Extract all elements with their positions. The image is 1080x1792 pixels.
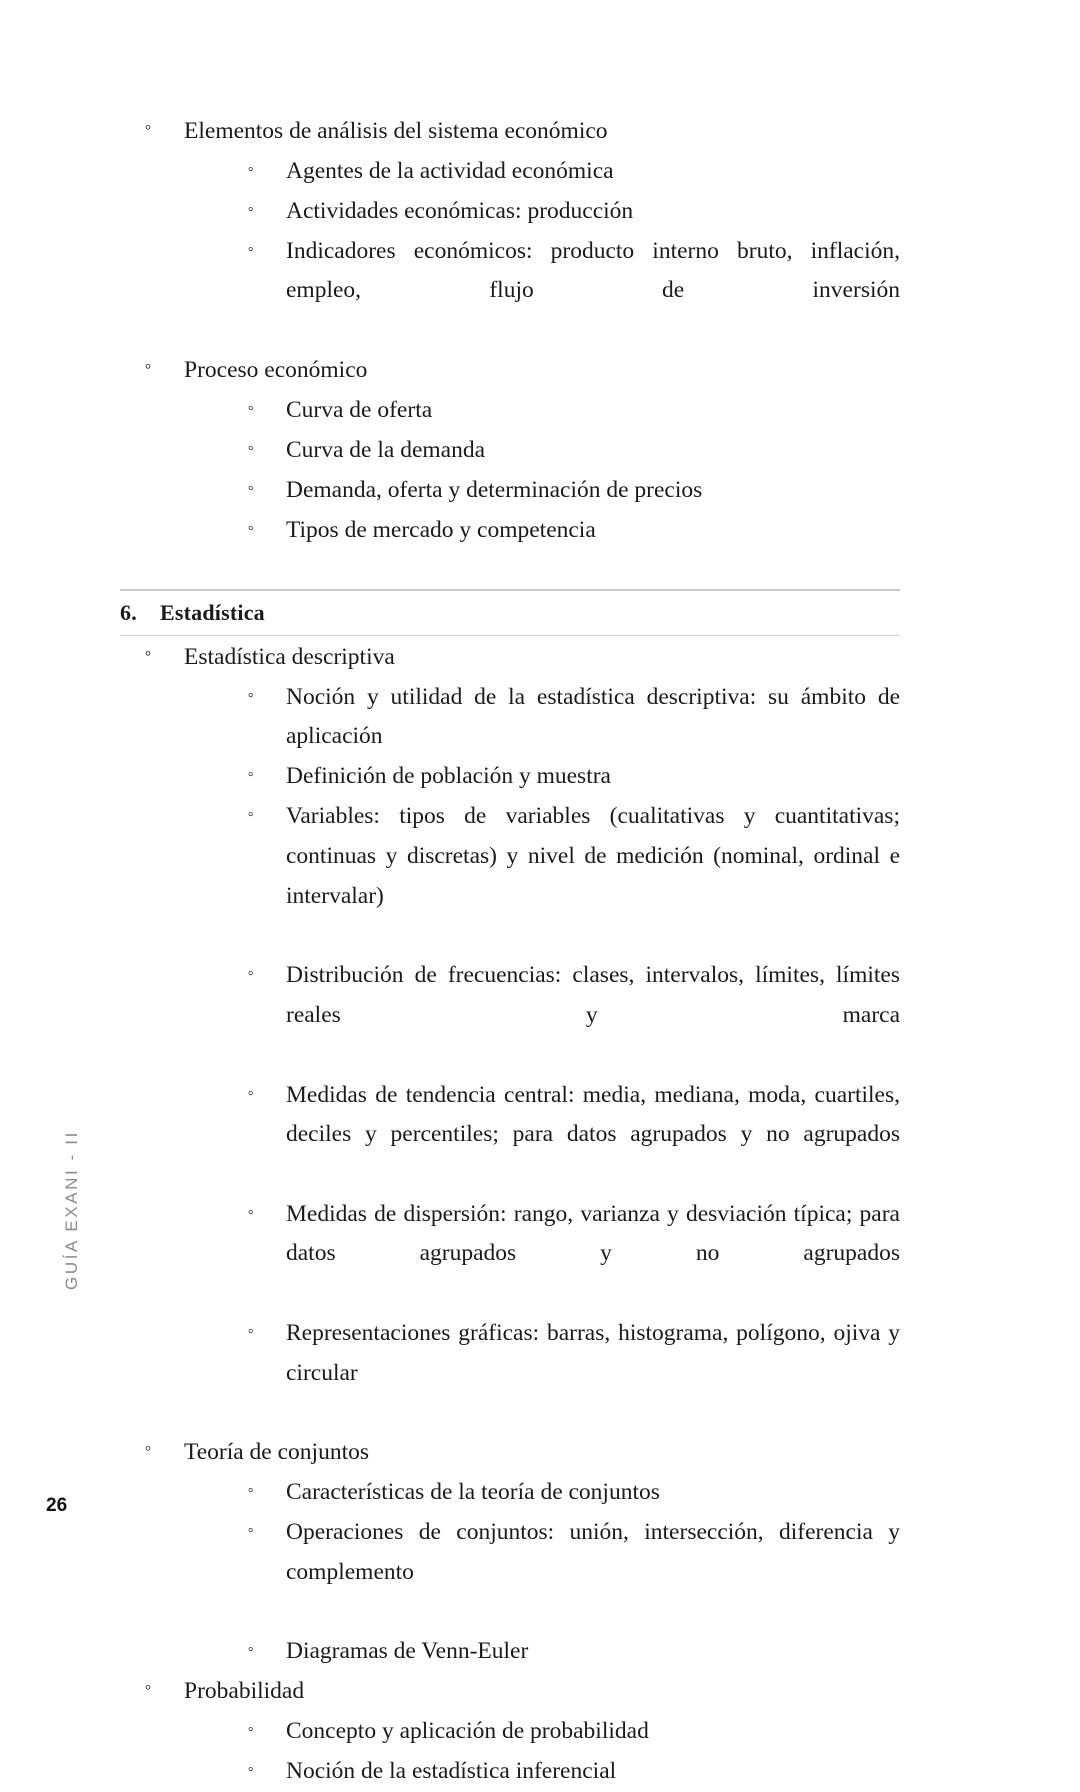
outline-item-level1 [120, 351, 900, 550]
outline-item-text: Probabilidad [184, 1678, 305, 1705]
outline-item-text: Proceso económico [184, 357, 368, 384]
circle-bullet-icon: ° [248, 1206, 254, 1222]
section-heading [120, 591, 900, 635]
circle-bullet-icon: ° [145, 123, 151, 139]
circle-bullet-icon: ° [248, 769, 254, 785]
outline-item-level2 [222, 232, 900, 351]
page-content [120, 112, 900, 1792]
circle-bullet-icon: ° [248, 522, 254, 538]
circle-bullet-icon: ° [248, 243, 254, 259]
outline-item-text: Actividades económicas: producción [286, 197, 634, 224]
outline-item-text: Tipos de mercado y competencia [286, 516, 596, 543]
outline-item-text: Noción de la estadística inferencial [286, 1758, 617, 1785]
outline-item-level2 [222, 1632, 900, 1672]
outline-item-level2 [222, 1712, 900, 1752]
outline-item-text: Teoría de conjuntos [184, 1439, 369, 1466]
outline-sublist [222, 1712, 900, 1792]
outline-item-text: Noción y utilidad de la estadística descriptiva: su ámbito de aplicación [286, 683, 900, 750]
outline-item-level1 [120, 1672, 900, 1791]
outline-item-level2 [222, 152, 900, 192]
circle-bullet-icon: ° [248, 689, 254, 705]
outline-item-level2 [222, 797, 900, 955]
circle-bullet-icon: ° [248, 1087, 254, 1103]
outline-item-level2 [222, 1314, 900, 1433]
outline-item-text: Medidas de tendencia central: media, mediana, moda, cuartiles, deciles y percentiles; para datos agrupados y no agrupados [286, 1081, 900, 1148]
outline-item-text: Estadística descriptiva [184, 644, 395, 671]
outline-item-text: Elementos de análisis del sistema económico [184, 118, 608, 144]
outline-item-level1 [120, 112, 900, 351]
circle-bullet-icon: ° [248, 1724, 254, 1740]
outline-sublist [222, 152, 900, 351]
circle-bullet-icon: ° [248, 1764, 254, 1780]
outline-item-level2 [222, 1513, 900, 1632]
circle-bullet-icon: ° [248, 402, 254, 418]
outline-item-level2 [222, 431, 900, 471]
outline-item-text: Curva de la demanda [286, 436, 486, 463]
outline-sublist [222, 1473, 900, 1672]
circle-bullet-icon: ° [248, 809, 254, 825]
outline-item-level2 [222, 757, 900, 797]
spine-label [0, 1130, 260, 1330]
circle-bullet-icon: ° [248, 203, 254, 219]
section-rule-bottom [120, 635, 900, 637]
section-heading-block [120, 589, 900, 637]
circle-bullet-icon: ° [248, 1326, 254, 1342]
outline-item-level2 [222, 391, 900, 431]
outline-item-level2 [222, 956, 900, 1075]
circle-bullet-icon: ° [145, 649, 151, 666]
spine-label-text: GUÍA EXANI - II [62, 1130, 81, 1290]
circle-bullet-icon: ° [248, 442, 254, 458]
circle-bullet-icon: ° [248, 163, 254, 179]
outline-item-level2 [222, 1195, 900, 1314]
circle-bullet-icon: ° [248, 1485, 254, 1500]
circle-bullet-icon: ° [248, 1525, 254, 1541]
outline-item-text: Definición de población y muestra [286, 763, 611, 790]
outline-item-level2 [222, 1076, 900, 1195]
outline-item-level2 [222, 678, 900, 757]
outline-item-level1 [120, 1433, 900, 1672]
outline-item-text: Representaciones gráficas: barras, histograma, polígono, ojiva y circular [286, 1320, 900, 1386]
outline-item-level2 [222, 1473, 900, 1513]
page-number: 26 [46, 1495, 68, 1516]
outline-item-text: Concepto y aplicación de probabilidad [286, 1718, 649, 1745]
section-number: 6. [120, 599, 137, 625]
outline-sublist [222, 678, 900, 1433]
outline-item-text: Características de la teoría de conjuntos [286, 1479, 660, 1505]
outline-item-text: Demanda, oferta y determinación de precios [286, 476, 703, 503]
circle-bullet-icon: ° [145, 1683, 151, 1700]
outline-item-level2 [222, 192, 900, 232]
outline-item-text: Operaciones de conjuntos: unión, intersección, diferencia y complemento [286, 1519, 900, 1585]
circle-bullet-icon: ° [248, 1644, 254, 1660]
outline-item-text: Diagramas de Venn-Euler [286, 1638, 529, 1665]
outline-item-text: Curva de oferta [286, 396, 433, 423]
outline-sublist [222, 391, 900, 551]
outline-item-text: Distribución de frecuencias: clases, intervalos, límites, límites reales y marca [286, 962, 900, 1028]
outline-list [120, 638, 900, 1792]
outline-item-text: Variables: tipos de variables (cualitativas y cuantitativas; continuas y discretas) y nivel de medición (nominal, ordinal e intervalar) [286, 803, 900, 909]
outline-item-level2 [222, 1752, 900, 1792]
outline-item-level2 [222, 471, 900, 511]
section-title: Estadística [160, 599, 265, 625]
circle-bullet-icon: ° [248, 482, 254, 498]
outline-list [120, 112, 900, 551]
outline-item-text: Medidas de dispersión: rango, varianza y desviación típica; para datos agrupados y no agrupados [286, 1200, 900, 1267]
circle-bullet-icon: ° [145, 1444, 151, 1461]
content-blocks [120, 112, 900, 1792]
outline-item-text: Agentes de la actividad económica [286, 157, 614, 184]
outline-item-text: Indicadores económicos: producto interno bruto, inflación, empleo, flujo de inversión [286, 237, 900, 304]
circle-bullet-icon: ° [248, 968, 254, 984]
outline-item-level2 [222, 511, 900, 551]
circle-bullet-icon: ° [145, 362, 151, 379]
